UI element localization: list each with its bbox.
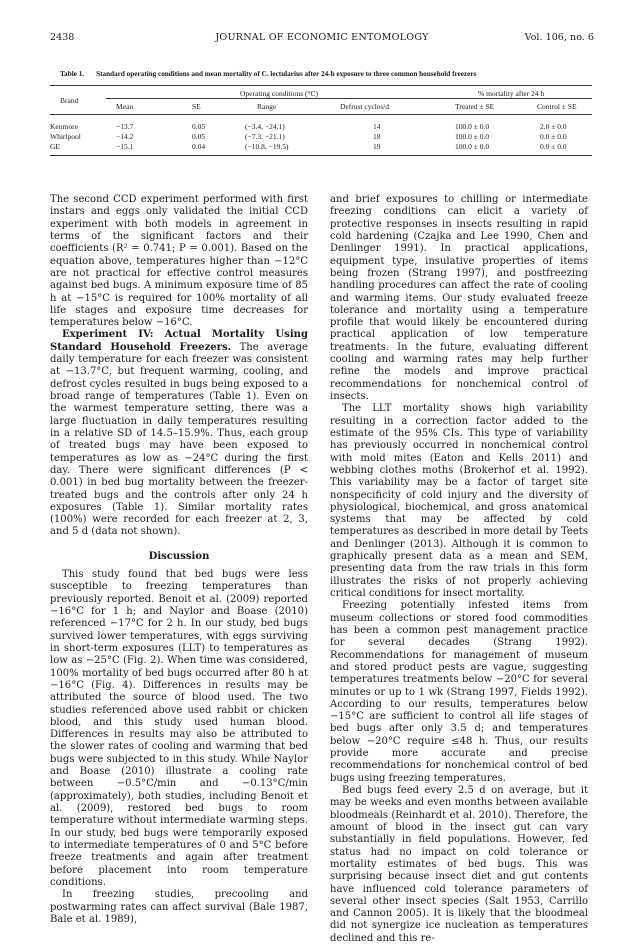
table-group2-rule [450,98,592,99]
body-paragraph: The LLT mortality shows high variability resulting in a correction factor added to the estimate of the 95% CIs. This type of variability has previously occurred in nonchemical control with mold mites (Eaton and Kells 2011) and webbing clothes moths (Brokerhof et al. 1992). This variability may be a factor of target site nonspecificity of cold injury and the diversity of physiological, biochemical, and gross anatomical systems that may be affected by cold temperatures as described in more detail by Teets and Denlinger (2013). Although it is common to graphically present data as a mean and SEM, presenting data from the raw trials in this form illustrates the risks of not properly achieving critical conditions for insect mortality. [330,403,588,599]
table-cell-mean: −14.2 [116,132,134,141]
table-subheader-treated: Treated ± SE [455,102,495,111]
table-header-operating: Operating conditions (°C) [240,89,318,98]
table-bottom-rule [50,155,592,156]
table-subheader-se: SE [192,102,201,111]
table-cell-defrost: 14 [373,122,381,131]
paragraph-text: The average daily temperature for each freezer was consistent at −13.7°C, but frequent warming, cooling, and defrost cycles resulted in bugs being exposed to a broad range of temperatures (Table 1). Even on the warmest temperature setting, there was a large fluctuation in daily temperatures resulting in a relative SD of 14.5–15.9%. Thus, each group of treated bugs may have been exposed to temperatures as low as −24°C during the first day. There were significant differences (P < 0.001) in bed bug mortality between the freezer-treated bugs and the controls after only 24 h exposures (Table 1). Similar mortality rates (100%) were recorded for each freezer at 2, 3, and 5 d (data not shown). [50,341,308,538]
table-label: Table 1. [60,70,85,78]
table-cell-control: 0.0 ± 0.0 [540,132,567,141]
table-subheader-defrost: Defrost cycles/d [340,102,389,111]
table-cell-mean: −15.1 [116,142,134,151]
body-paragraph: The second CCD experiment performed with first instars and eggs only validated the initial CCD experiment with both models in agreement in terms of the significant factors and their coefficients (R² = 0.741; P = 0.001). Based on the equation above, temperatures higher than −12°C are not practical for effective control measures against bed bugs. A minimum exposure time of 85 h at −15°C is required for 100% mortality of all life stages and exposure time decreases for temperatures below −16°C. [50,194,308,329]
table-subheader-range: Range [257,102,277,111]
table-subheader-control: Control ± SE [537,102,577,111]
running-header [50,32,594,46]
section-heading: Discussion [148,550,210,562]
left-column [50,194,308,926]
table-group1-rule [106,98,456,99]
run-in-heading: Experiment IV: Actual Mortality Using Standard Household Freezers. [50,329,308,353]
table-caption [60,70,600,78]
table-cell-range: (−7.3, −21.1) [245,132,285,141]
table-cell-control: 2.0 ± 0.0 [540,122,567,131]
table-cell-range: (−3.4, −24.1) [245,122,285,131]
page-number: 2438 [50,32,75,43]
right-column [330,194,588,945]
table-cell-se: 0.05 [192,122,206,131]
body-paragraph: Freezing potentially infested items from museum collections or stored food commodities has been a common pest management practice for several decades (Strang 1992). Recommendations for management of museum and stored product pests are vague, suggesting temperatures treatments below −20°C for several minutes or up to 1 wk (Strang 1997, Fields 1992). According to our results, temperatures below −15°C are sufficient to control all life stages of bed bugs after only 3.5 d; and temperatures below −20°C require ≤48 h. Thus, our results provide more accurate and precise recommendations for nonchemical control of bed bugs using freezing temperatures. [330,600,588,784]
table-cell-treated: 100.0 ± 0.0 [455,122,490,131]
table-cell-se: 0.04 [192,142,206,151]
volume-info: Vol. 106, no. 6 [524,32,594,43]
body-paragraph: and brief exposures to chilling or intermediate freezing conditions can elicit a variety of protective responses in insects resulting in rapid cold hardening (Czajka and Lee 1990, Chen and Denlinger 1991). In practical applications, equipment type, insulative properties of items being frozen (Strang 1997), and postfreezing handling procedures can affect the rate of cooling and warming items. Our study evaluated freeze tolerance and mortality using a temperature profile that would likely be encountered during practical application of low temperature treatments. In the future, evaluating different cooling and warming rates may help further refine the models and improve practical recommendations for nonchemical control of insects. [330,194,588,402]
table-cell-treated: 100.0 ± 0.0 [455,142,490,151]
table-subheader-mean: Mean [116,102,134,111]
table-cell-brand: GE [50,142,60,151]
table-cell-control: 0.0 ± 0.0 [540,142,567,151]
journal-title: JOURNAL OF ECONOMIC ENTOMOLOGY [215,32,429,43]
body-paragraph: In freezing studies, precooling and postwarming rates can affect survival (Bale 1987, Bale et al. 1989), [50,889,308,925]
table-cell-brand: Whirlpool [50,132,81,141]
table-top-rule [50,85,592,86]
table-caption-text: Standard operating conditions and mean mortality of C. lectularius after 24-h exposure to three common household freezers [96,70,477,78]
table-cell-mean: −13.7 [116,122,134,131]
table-cell-brand: Kenmore [50,122,78,131]
table-cell-range: (−10.8, −19.5) [245,142,289,151]
table-header-mortality: % mortality after 24 h [478,89,545,98]
table-cell-defrost: 19 [373,142,381,151]
table-header-rule [50,114,592,115]
table-cell-se: 0.05 [192,132,206,141]
table-header-brand: Brand [60,96,79,105]
table-1 [50,80,592,180]
table-cell-treated: 100.0 ± 0.0 [455,132,490,141]
body-paragraph: Bed bugs feed every 2.5 d on average, but it may be weeks and even months between available bloodmeals (Reinhardt et al. 2010). Therefore, the amount of blood in the insect gut can vary substantially in field populations. However, fed status had no impact on cold tolerance or mortality estimates of bed bugs. This was surprising because insect diet and gut contents have influenced cold tolerance parameters of several other insect species (Salt 1953, Carrillo and Cannon 2005). It is likely that the bloodmeal did not synergize ice nucleation as temperatures declined and this re- [330,785,588,944]
body-paragraph: This study found that bed bugs were less susceptible to freezing temperatures than previously reported. Benoit et al. (2009) reported −16°C for 1 h; and Naylor and Boase (2010) referenced −17°C for 2 h. In our study, bed bugs survived lower temperatures, with eggs surviving in short-term exposures (LLT) to temperatures as low as −25°C (Fig. 2). When time was considered, 100% mortality of bed bugs occurred after 80 h at −16°C (Fig. 4). Differences in results may be attributed the source of blood used. The two studies referenced above used rabbit or chicken blood, and this study used human blood. Differences in results may also be attributed to the slower rates of cooling and warming that bed bugs were subjected to in this study. While Naylor and Boase (2010) illustrate a cooling rate between −0.5°C/min and −0.13°C/min (approximately), both studies, including Benoit et al. (2009), restored bed bugs to room temperature without intermediate warming steps. In our study, bed bugs were temporarily exposed to intermediate temperatures of 0 and 5°C before freeze treatments and again after treatment before placement into room temperature conditions. [50,569,308,888]
table-cell-defrost: 18 [373,132,381,141]
body-paragraph [50,329,308,538]
